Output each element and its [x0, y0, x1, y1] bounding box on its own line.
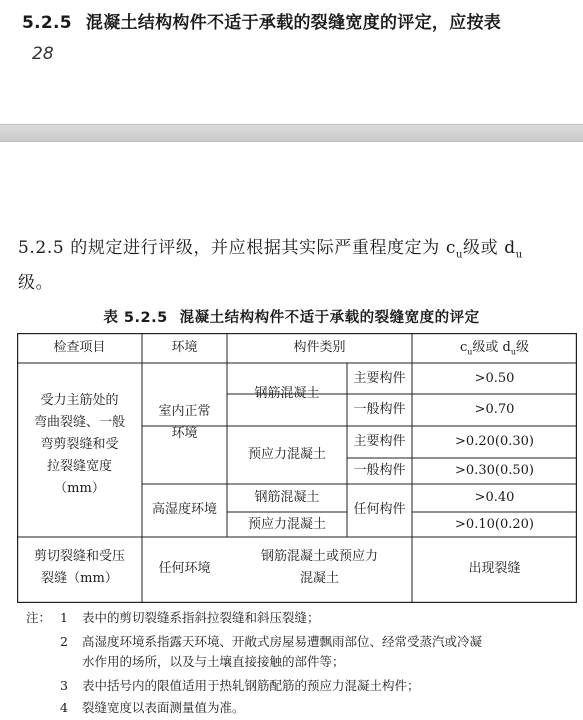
note-number: 3 [60, 678, 68, 693]
note-text: 表中括号内的限值适用于热轧钢筋配筋的预应力混凝土构件； [82, 678, 420, 693]
env-indoor-line: 环境 [171, 426, 198, 441]
page-gap-divider [0, 124, 583, 142]
env-indoor-line: 室内正常 [158, 404, 211, 419]
table-title [0, 306, 583, 327]
note-1 [26, 609, 576, 627]
header-grade-c-sub: u [467, 347, 473, 357]
header-check-item: 检查项目 [53, 340, 106, 355]
para-text-3: 级。 [18, 273, 54, 294]
continuation-paragraph [18, 234, 573, 298]
main-member-rc: 主要构件 [353, 371, 406, 386]
note-text-continued: 水作用的场所，以及与土壤直接接触的部件等； [82, 654, 345, 669]
item-bending-cracks [17, 390, 142, 500]
header-grade-end: 级 [516, 340, 530, 355]
note-4 [26, 699, 576, 717]
env-indoor-normal [142, 401, 227, 445]
item-shear-compression [17, 546, 142, 590]
section-heading [22, 8, 501, 33]
type-rc-indoor: 钢筋混凝土 [254, 386, 320, 401]
type-rc-humid: 钢筋混凝土 [254, 490, 320, 505]
general-member-pc: 一般构件 [353, 463, 406, 478]
header-grade-d-sub: u [510, 347, 517, 357]
note-3 [26, 677, 576, 695]
value-cell: >0.10(0.20) [455, 517, 534, 532]
item1-line: 受力主筋处的 [40, 393, 119, 408]
value-cell: >0.70 [474, 402, 515, 417]
header-grade [412, 337, 577, 364]
value-cell: >0.30(0.50) [455, 463, 534, 478]
header-environment: 环境 [171, 340, 198, 355]
notes-label: 注： [26, 610, 52, 625]
general-member-rc: 一般构件 [353, 402, 406, 417]
para-sub-1: u [455, 249, 464, 261]
type2-line: 混凝土 [299, 571, 339, 586]
section-heading-text: 混凝土结构构件不适于承载的裂缝宽度的评定，应按表 [85, 13, 502, 33]
note-text: 高湿度环境系指露天环境、开敞式房屋易遭飘雨部位、经常受蒸汽或冷凝 [82, 634, 483, 649]
para-sub-2: u [515, 249, 523, 261]
note-number: 4 [60, 700, 68, 715]
note-text: 裂缝宽度以表面测量值为准。 [82, 700, 245, 715]
note-text: 表中的剪切裂缝系指斜拉裂缝和斜压裂缝； [82, 610, 320, 625]
note-number: 1 [60, 610, 68, 625]
value-cell: >0.40 [474, 490, 515, 505]
item1-line: （mm） [54, 481, 105, 496]
header-grade-mid: 级或 d [472, 340, 511, 355]
note-2 [26, 633, 576, 669]
type-pc-indoor: 预应力混凝土 [247, 447, 326, 462]
value-cell: >0.50 [474, 371, 515, 386]
header-grade-c: c [459, 340, 468, 355]
result-cracking: 出现裂缝 [468, 561, 521, 576]
note-number: 2 [60, 634, 68, 649]
main-member-pc: 主要构件 [353, 434, 406, 449]
any-member: 任何构件 [353, 502, 406, 517]
env-any: 任何环境 [158, 561, 211, 576]
crack-width-table [17, 333, 577, 603]
section-number: 5.2.5 [22, 13, 72, 33]
table-title-text: 混凝土结构构件不适于承载的裂缝宽度的评定 [179, 310, 480, 326]
item2-line: 裂缝（mm） [41, 571, 118, 586]
table-number: 表 5.2.5 [103, 310, 168, 326]
page-number: 28 [32, 44, 54, 64]
type-rc-or-pc [227, 546, 412, 590]
type-pc-humid: 预应力混凝土 [247, 517, 326, 532]
item1-line: 弯曲裂缝、一般 [33, 415, 125, 430]
item2-line: 剪切裂缝和受压 [33, 549, 125, 564]
para-text-2: 级或 d [463, 238, 516, 258]
para-text-1: 5.2.5 的规定进行评级，并应根据其实际严重程度定为 c [18, 238, 456, 258]
value-cell: >0.20(0.30) [455, 434, 534, 449]
item1-line: 弯剪裂缝和受 [40, 437, 119, 452]
item1-line: 拉裂缝宽度 [46, 459, 112, 474]
header-member-type: 构件类别 [293, 340, 346, 355]
env-high-humidity: 高湿度环境 [151, 502, 217, 517]
type2-line: 钢筋混凝土或预应力 [260, 549, 378, 564]
